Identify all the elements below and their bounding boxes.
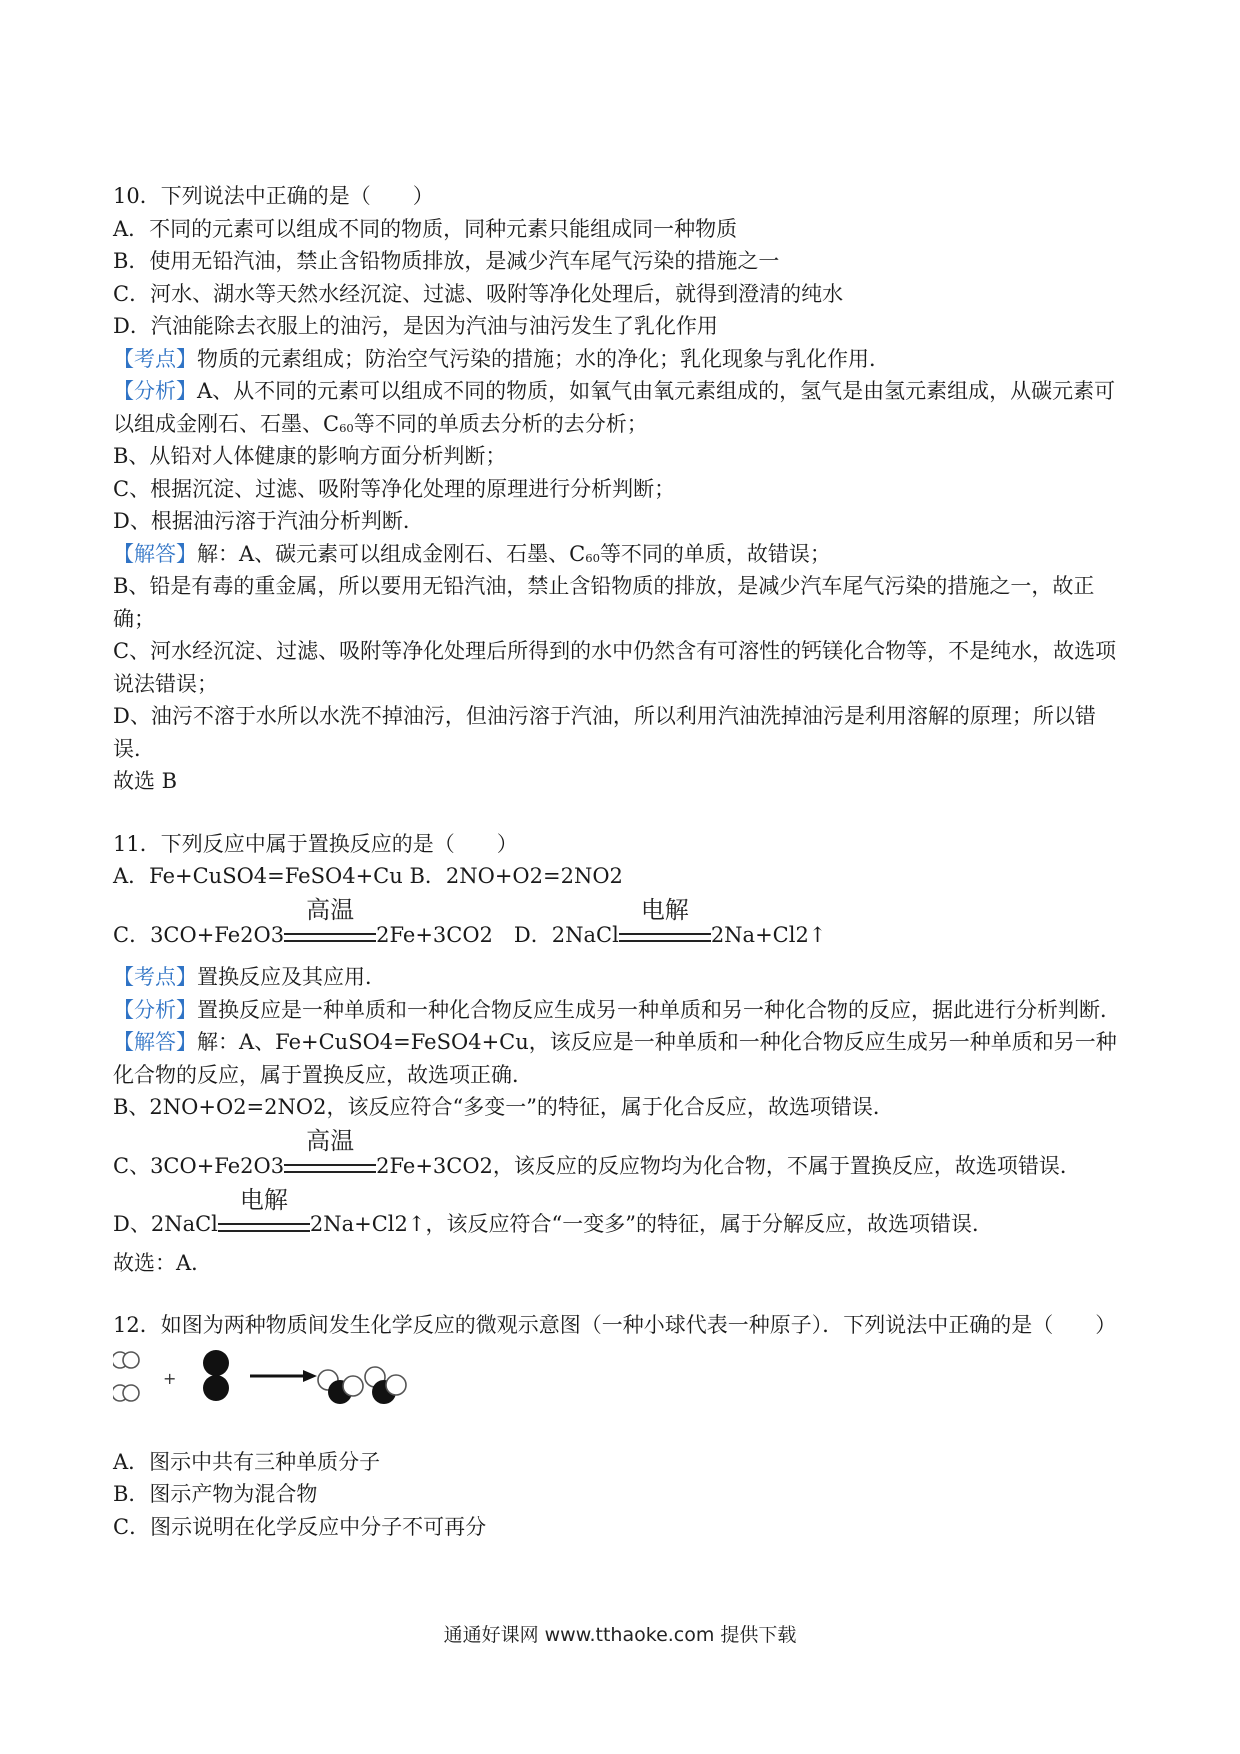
- jieda-tag: 【解答】: [113, 541, 197, 566]
- q11-option-cd: [113, 893, 1133, 952]
- jieda-c-left: C、3CO+Fe2O3: [113, 1153, 285, 1178]
- q10-fenxi-a: [113, 375, 1133, 440]
- jieda-c-right: 2Fe+3CO2，该反应的反应物均为化合物，不属于置换反应，故选项错误．: [376, 1153, 1081, 1178]
- spacer: [113, 951, 1133, 961]
- kaodian-text: 物质的元素组成；防治空气污染的措施；水的净化；乳化现象与乳化作用．: [197, 346, 890, 371]
- q11-fenxi: [113, 994, 1133, 1027]
- q12-option-a: A．图示中共有三种单质分子: [113, 1449, 381, 1474]
- equals-bar: [218, 1223, 310, 1232]
- q10-kaodian: [113, 343, 1133, 376]
- fenxi-tag: 【分析】: [113, 379, 197, 403]
- q10-jieda-b: B、铅是有毒的重金属，所以要用无铅汽油，禁止含铅物质的排放，是减少汽车尾气污染的措施之一，故正确；: [113, 574, 1095, 631]
- condition-label: 高温: [306, 896, 355, 924]
- plus-sign: +: [163, 1368, 177, 1388]
- q10-fenxi-c: C、根据沉淀、过滤、吸附等净化处理的原理进行分析判断；: [113, 476, 676, 501]
- kaodian-tag: 【考点】: [113, 965, 197, 989]
- fenxi-text: 置换反应是一种单质和一种化合物反应生成另一种单质和另一种化合物的反应，据此进行分析判断．: [197, 997, 1121, 1022]
- q12-option-b: B．图示产物为混合物: [113, 1482, 318, 1506]
- q10-fenxi-b: B、从铅对人体健康的影响方面分析判断；: [113, 444, 507, 468]
- q11-kaodian: [113, 961, 1133, 994]
- condition-label: 高温: [306, 1127, 355, 1155]
- q11-c-right: 2Fe+3CO2 D．2NaCl: [376, 922, 619, 947]
- jieda-d-left: D、2NaCl: [113, 1212, 218, 1236]
- fenxi-a-text-1: A、从不同的元素可以组成不同的物质，如氧气由氧元素组成的，氢气是由氢元素组成，从碳元素可以组成金刚石、石墨、C: [113, 379, 1116, 436]
- equals-bar: [619, 933, 711, 942]
- fenxi-a-text-2: 等不同的单质去分析的去分析；: [353, 411, 648, 436]
- q10-option-b: B．使用无铅汽油，禁止含铅物质排放，是减少汽车尾气污染的措施之一: [113, 249, 780, 273]
- reaction-condition-electrolysis: [619, 896, 711, 946]
- q12-option-c: C．图示说明在化学反应中分子不可再分: [113, 1514, 487, 1539]
- q10-jieda-d: D、油污不溶于水所以水洗不掉油污，但油污溶于汽油，所以利用汽油洗掉油污是利用溶解的原理；所以错误．: [113, 704, 1096, 761]
- condition-label: 电解: [640, 896, 689, 924]
- q12-stem: 12．如图为两种物质间发生化学反应的微观示意图（一种小球代表一种原子）．下列说法中正确的是（ ）: [113, 1313, 1117, 1337]
- q10-option-d: D．汽油能除去衣服上的油污，是因为汽油与油污发生了乳化作用: [113, 314, 718, 338]
- q10-option-a: A．不同的元素可以组成不同的物质，同种元素只能组成同一种物质: [113, 216, 738, 241]
- spacer: [113, 1279, 1133, 1309]
- reaction-arrow: [250, 1370, 317, 1382]
- product-molecule-1: [318, 1370, 363, 1404]
- jieda-a-text: 解：A、Fe+CuSO4=FeSO4+Cu，该反应是一种单质和一种化合物反应生成另一种单质和另一种化合物的反应，属于置换反应，故选项正确．: [113, 1030, 1117, 1087]
- equals-bar: [284, 933, 376, 942]
- q11-d-right: 2Na+Cl2↑: [710, 922, 827, 947]
- product-molecule-2: [365, 1367, 406, 1404]
- spacer: [113, 798, 1133, 828]
- equals-bar: [284, 1164, 376, 1173]
- reaction-condition-high-temp: [284, 1127, 376, 1177]
- q11-jieda-d: [113, 1182, 1133, 1241]
- reactant-white-molecule-1: [113, 1352, 139, 1368]
- q11-jieda-b: B、2NO+O2=2NO2，该反应符合“多变一”的特征，属于化合反应，故选项错误．: [113, 1095, 894, 1119]
- q10-option-c: C．河水、湖水等天然水经沉淀、过滤、吸附等净化处理后，就得到澄清的纯水: [113, 281, 844, 306]
- jieda-a-subscript: 60: [585, 550, 600, 565]
- kaodian-text: 置换反应及其应用．: [197, 965, 386, 989]
- reactant-black-molecule: [203, 1350, 229, 1401]
- fenxi-tag: 【分析】: [113, 997, 197, 1022]
- q10-answer: 故选 B: [113, 769, 178, 793]
- fenxi-a-subscript: 60: [339, 420, 354, 435]
- reactant-white-molecule-2: [113, 1385, 139, 1401]
- q11-stem: 11．下列反应中属于置换反应的是（ ）: [113, 831, 518, 856]
- q10-jieda-a: [113, 538, 1133, 571]
- kaodian-tag: 【考点】: [113, 346, 197, 371]
- reaction-condition-electrolysis: [218, 1185, 310, 1236]
- q11-answer: 故选：A．: [113, 1250, 213, 1275]
- q11-jieda-c: [113, 1124, 1133, 1183]
- reaction-condition-high-temp: [284, 896, 376, 946]
- condition-label: 电解: [239, 1185, 288, 1214]
- reaction-micro-diagram: [113, 1348, 1133, 1436]
- jieda-tag: 【解答】: [113, 1030, 197, 1054]
- page-footer: 通通好课网 www.tthaoke.com 提供下载: [443, 1624, 797, 1646]
- jieda-a-text-2: 等不同的单质，故错误；: [599, 541, 831, 566]
- q11-c-left: C．3CO+Fe2O3: [113, 922, 285, 947]
- molecule-diagram-svg: [113, 1348, 433, 1436]
- q10-jieda-c: C、河水经沉淀、过滤、吸附等净化处理后所得到的水中仍然含有可溶性的钙镁化合物等，不是纯水，故选项说法错误；: [113, 639, 1117, 696]
- jieda-d-right: 2Na+Cl2↑，该反应符合“一变多”的特征，属于分解反应，故选项错误．: [309, 1212, 993, 1236]
- q10-fenxi-d: D、根据油污溶于汽油分析判断．: [113, 509, 424, 533]
- q10-stem: 10．下列说法中正确的是（ ）: [113, 184, 434, 208]
- jieda-a-text-1: 解：A、碳元素可以组成金刚石、石墨、C: [197, 541, 586, 566]
- q11-option-ab: A．Fe+CuSO4=FeSO4+Cu B．2NO+O2=2NO2: [113, 864, 623, 888]
- q11-jieda-a: [113, 1026, 1133, 1091]
- document-content: [113, 180, 1133, 1543]
